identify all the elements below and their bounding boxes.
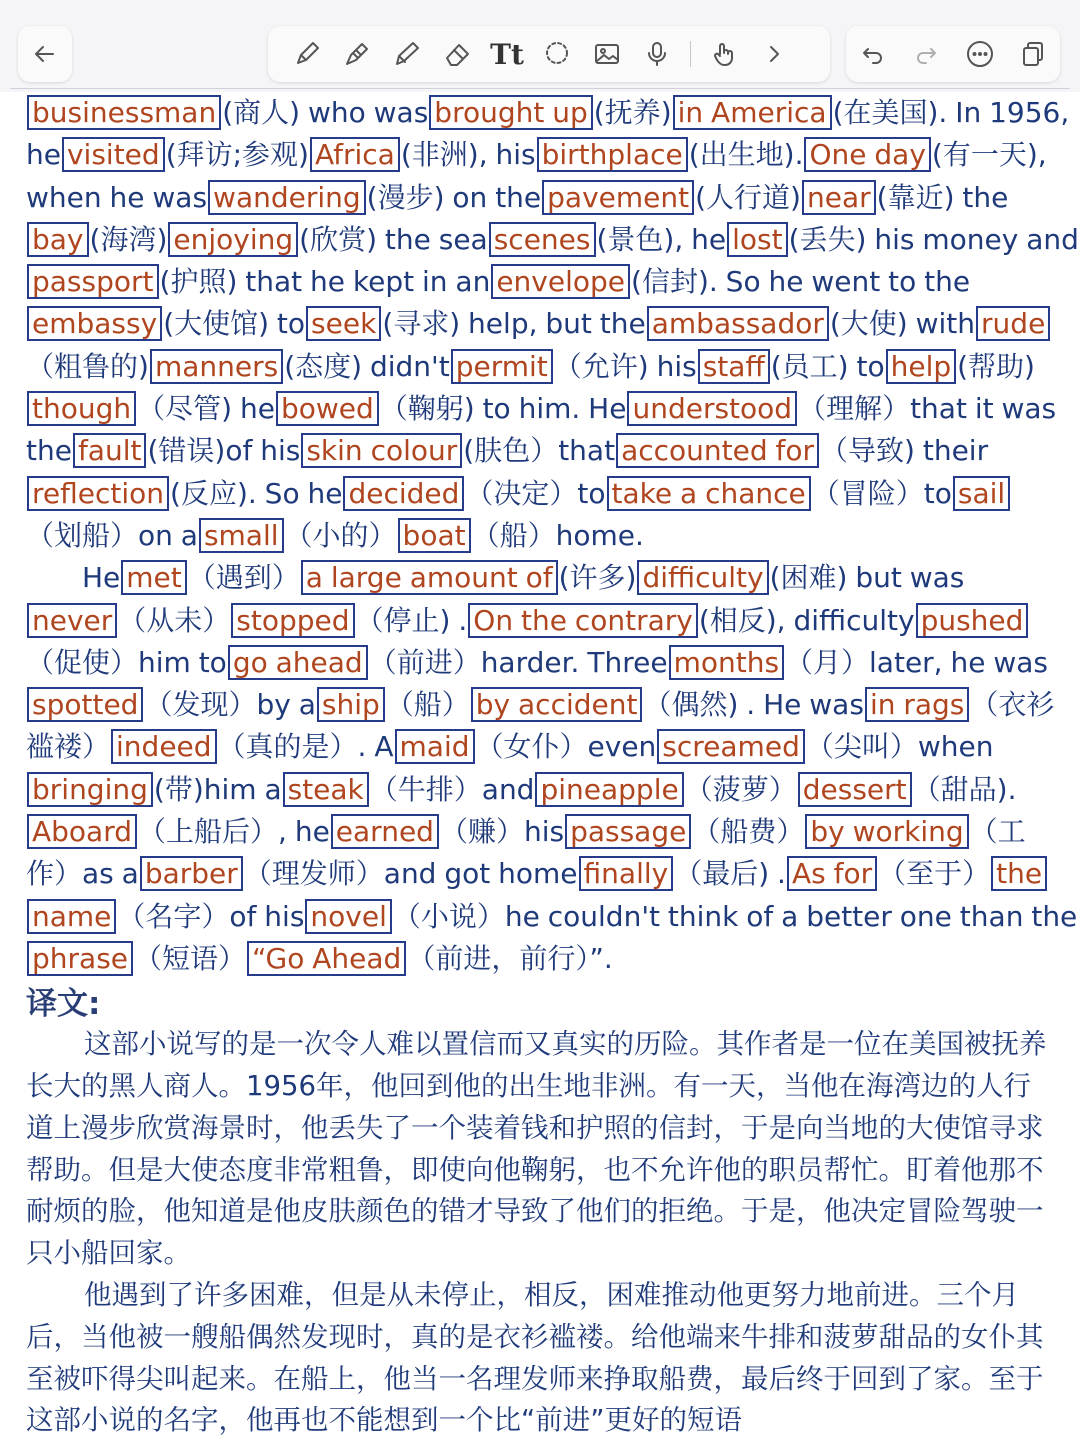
boxed-vocab-word: reflection [27, 476, 169, 511]
boxed-vocab-word: help [886, 349, 957, 384]
highlighter-tool[interactable] [336, 33, 378, 75]
passage-text: he [26, 138, 61, 172]
passage-line [26, 219, 1079, 261]
translation-paragraph: 这部小说写的是一次令人难以置信而又真实的历险。其作者是一位在美国被抚养长大的黑人商人。1956年，他回到他的出生地非洲。有一天，当他在海湾边的人行道上漫步欣赏海景时，他丢失了一个装着钱和护照的信封，于是向当地的大使馆寻求帮助。但是大使态度非常粗鲁，即使向他鞠躬，也不允许他的职员帮忙。盯着他那不耐烦的脸，他知道是他皮肤颜色的错才导致了他们的拒绝。于是，他决定冒险驾驶一只小船回家。 [26, 1028, 1047, 1270]
passage-line [26, 938, 1050, 980]
boxed-vocab-word: enjoying [168, 222, 298, 257]
passage-text: (人行道) [695, 180, 801, 214]
passage-text: （衣衫 [970, 688, 1055, 722]
passage-text: （船） [385, 688, 470, 722]
boxed-vocab-word: never [27, 603, 117, 638]
passage-line [26, 853, 1050, 895]
finger-tool[interactable] [703, 33, 745, 75]
boxed-vocab-word: rude [976, 306, 1050, 341]
boxed-vocab-word: spotted [27, 687, 143, 722]
pencil-icon [393, 40, 421, 68]
note-page[interactable] [26, 92, 1079, 1442]
text-tool[interactable] [486, 33, 528, 75]
boxed-vocab-word: businessman [27, 95, 221, 130]
passage-text: (帮助) [957, 349, 1035, 383]
passage-text: (欣赏) the sea [299, 222, 488, 256]
boxed-vocab-word: passport [27, 264, 159, 299]
pen-icon [293, 40, 321, 68]
passage-text: (大使) with [829, 307, 976, 341]
boxed-vocab-word: indeed [111, 729, 217, 764]
passage-text: (许多) [558, 561, 637, 595]
passage-text: （真的是）. A [217, 730, 394, 764]
passage-line [26, 388, 1057, 430]
passage-text: (商人) who was [222, 96, 429, 129]
passage-text: (抚养) [593, 96, 672, 129]
boxed-vocab-word: ambassador [647, 306, 829, 341]
boxed-vocab-word: novel [305, 899, 391, 934]
arrow-left-icon [31, 40, 59, 68]
passage-text: （决定）to [465, 476, 606, 510]
boxed-vocab-word: decided [343, 476, 464, 511]
passage-text: (海湾) [89, 222, 168, 256]
boxed-vocab-word: pineapple [535, 772, 683, 807]
undo-button[interactable] [852, 33, 894, 75]
passage-text: (有一天), [931, 138, 1047, 172]
passage-text: （发现）by a [144, 688, 316, 722]
page-edge [10, 88, 1070, 89]
passage-line [26, 684, 1055, 726]
tool-group [268, 26, 830, 82]
boxed-vocab-word: by accident [471, 687, 643, 722]
boxed-vocab-word: permit [451, 349, 553, 384]
passage-text: (护照) that he kept in an [159, 265, 491, 299]
chevron-right-icon [760, 40, 788, 68]
image-icon [593, 40, 621, 68]
more-tools-button[interactable] [753, 33, 795, 75]
boxed-vocab-word: stopped [231, 603, 354, 638]
passage-text: （导致) their [820, 434, 989, 468]
boxed-vocab-word: seek [306, 306, 381, 341]
eraser-tool[interactable] [436, 33, 478, 75]
passage-text: （尖叫）when [805, 730, 994, 764]
passage-line [26, 261, 1050, 303]
passage-text: (相反), difficulty [698, 603, 915, 637]
passage-text: （偶然) . He was [643, 688, 864, 722]
boxed-vocab-word: accounted for [616, 433, 819, 468]
boxed-vocab-word: envelope [491, 264, 630, 299]
passage-text: (寻求) help, but the [382, 307, 646, 341]
boxed-vocab-word: visited [62, 137, 165, 172]
passage-line [26, 726, 1050, 768]
mic-tool[interactable] [636, 33, 678, 75]
passage-text: （从未） [118, 603, 231, 637]
boxed-vocab-word: though [27, 391, 136, 426]
passage-line [26, 642, 1050, 684]
boxed-vocab-word: embassy [27, 306, 162, 341]
boxed-vocab-word: fault [73, 433, 147, 468]
passage-line [26, 92, 1070, 134]
passage-text: （理发师）and got home [243, 857, 578, 891]
boxed-vocab-word: screamed [657, 729, 805, 764]
passage-text: （牛排）and [369, 772, 535, 806]
passage-text: (出生地). [688, 138, 804, 172]
passage-text: （工 [969, 815, 1026, 849]
passage-line [26, 600, 1050, 642]
boxed-vocab-word: ship [317, 687, 385, 722]
passage-text: （最后) . [674, 857, 786, 891]
translation-title: 译文: [26, 986, 101, 1023]
passage-text: (在美国). In 1956, [832, 96, 1070, 129]
boxed-vocab-word: “Go Ahead [247, 941, 406, 976]
boxed-vocab-word: bay [27, 222, 89, 257]
boxed-vocab-word: scenes [489, 222, 596, 257]
passage-text: （甜品). [912, 772, 1017, 806]
boxed-vocab-word: skin colour [301, 433, 462, 468]
passage-text: （小的） [284, 518, 397, 552]
passage-line [26, 134, 1050, 176]
passage-text: when he was [26, 180, 208, 214]
passage-line [26, 430, 1050, 472]
boxed-vocab-word: lost [727, 222, 787, 257]
boxed-vocab-word: met [121, 560, 186, 595]
more-icon [966, 40, 994, 68]
passage-text: (信封). So he went to the [631, 265, 971, 299]
toolbar-divider [690, 41, 691, 67]
boxed-vocab-word: steak [283, 772, 369, 807]
passage-text: (员工) to [770, 349, 885, 383]
boxed-vocab-word: Africa [310, 137, 400, 172]
passage-line [26, 177, 1050, 219]
passage-line [26, 769, 1050, 811]
passage-line [26, 473, 1050, 515]
more-button[interactable] [959, 33, 1001, 75]
passage-text: (带)him a [153, 772, 282, 806]
boxed-vocab-word: barber [140, 856, 243, 891]
boxed-vocab-word: passage [565, 814, 691, 849]
passage-text: （理解）that it was [798, 392, 1057, 426]
boxed-vocab-word: dessert [798, 772, 912, 807]
passage-line [26, 811, 1050, 853]
passage-text: He [82, 561, 121, 595]
passage-text: (肤色）that [463, 434, 616, 468]
boxed-vocab-word: take a chance [607, 476, 811, 511]
boxed-vocab-word: understood [627, 391, 797, 426]
boxed-vocab-word: pavement [542, 180, 694, 215]
passage-text: （划船）on a [26, 518, 198, 552]
pages-button[interactable] [1012, 33, 1054, 75]
passage-text: (丢失) his money and [788, 222, 1079, 256]
passage-line [26, 346, 1050, 388]
passage-text: （短语） [134, 941, 247, 975]
passage-text: （菠萝） [684, 772, 797, 806]
passage-text: （前进，前行）”. [407, 941, 613, 975]
passage-text: （赚）his [439, 815, 565, 849]
boxed-vocab-word: manners [150, 349, 283, 384]
hand-pointer-icon [710, 40, 738, 68]
boxed-vocab-word: sail [953, 476, 1010, 511]
pencil-tool[interactable] [386, 33, 428, 75]
passage-line [26, 896, 1078, 938]
redo-button[interactable] [905, 33, 947, 75]
passage-text: (态度) didn't [284, 349, 450, 383]
boxed-vocab-word: pushed [916, 603, 1029, 638]
toolbar [0, 0, 1080, 92]
passage-text: （至于） [878, 857, 991, 891]
passage-text: （鞠躬) to him. He [379, 392, 627, 426]
passage-text: （小说）he couldn't think of a better one than the [392, 899, 1078, 933]
boxed-vocab-word: boat [398, 518, 471, 553]
passage-text: （促使）him to [26, 645, 227, 679]
passage-text: （尽管) he [137, 392, 275, 426]
passage-text: (景色), he [596, 222, 727, 256]
passage-text: (漫步) on the [366, 180, 542, 214]
translation-paragraph: 他遇到了许多困难，但是从未停止，相反，困难推动他更努力地前进。三个月后，当他被一艘船偶然发现时，真的是衣衫褴褛。给他端来牛排和菠萝甜品的女仆其至被吓得尖叫起来。在船上，他当一名理发师来挣取船费，最后终于回到了家。至于这部小说的名字，他再也不能想到一个比“前进”更好的短语 [26, 1279, 1044, 1437]
passage-text: （船费） [692, 815, 805, 849]
boxed-vocab-word: One day [804, 137, 930, 172]
pages-icon [1019, 40, 1047, 68]
lasso-tool[interactable] [536, 33, 578, 75]
passage-text: （允许) his [553, 349, 697, 383]
back-group [18, 26, 72, 82]
boxed-vocab-word: bowed [276, 391, 379, 426]
passage-text: (困难) but was [769, 561, 965, 595]
passage-text: （前进）harder. Three [368, 645, 668, 679]
passage-text: (拜访;参观) [165, 138, 309, 172]
passage-text: (反应). So he [170, 476, 343, 510]
boxed-vocab-word: brought up [429, 95, 592, 130]
passage-text: 褴褛） [26, 730, 111, 764]
lasso-icon [543, 40, 571, 68]
boxed-vocab-word: bringing [27, 772, 153, 807]
undo-icon [859, 40, 887, 68]
boxed-vocab-word: near [802, 180, 876, 215]
boxed-vocab-word: small [199, 518, 284, 553]
passage-text: (靠近) the [876, 180, 1009, 214]
boxed-vocab-word: months [669, 645, 784, 680]
passage-text: （冒险）to [811, 476, 952, 510]
passage-text: （上船后）, he [138, 815, 330, 849]
passage-text: （船）home. [471, 518, 644, 552]
boxed-vocab-word: phrase [27, 941, 133, 976]
vocabulary-passage [26, 92, 1079, 980]
passage-line [26, 515, 1050, 557]
boxed-vocab-word: go ahead [228, 645, 368, 680]
passage-text: （月）later, he was [785, 645, 1049, 679]
boxed-vocab-word: name [27, 899, 116, 934]
passage-line [26, 303, 1050, 345]
eraser-icon [443, 40, 471, 68]
passage-text: （女仆）even [475, 730, 657, 764]
passage-line [26, 557, 1050, 599]
boxed-vocab-word: As for [787, 856, 877, 891]
passage-text: (大使馆) to [163, 307, 306, 341]
image-tool[interactable] [586, 33, 628, 75]
redo-icon [912, 40, 940, 68]
boxed-vocab-word: a large amount of [301, 560, 558, 595]
passage-text: the [26, 434, 72, 468]
passage-text: (非洲), his [400, 138, 536, 172]
pen-tool[interactable] [286, 33, 328, 75]
action-group [846, 26, 1060, 82]
back-button[interactable] [24, 33, 66, 75]
boxed-vocab-word: On the contrary [468, 603, 698, 638]
boxed-vocab-word: in rags [865, 687, 969, 722]
boxed-vocab-word: difficulty [637, 560, 768, 595]
passage-text: （名字）of his [117, 899, 305, 933]
passage-text: 作）as a [26, 857, 139, 891]
boxed-vocab-word: by working [805, 814, 968, 849]
mic-icon [643, 40, 671, 68]
passage-text: （停止) . [355, 603, 468, 637]
boxed-vocab-word: wandering [208, 180, 366, 215]
boxed-vocab-word: the [991, 856, 1047, 891]
boxed-vocab-word: birthplace [537, 137, 688, 172]
boxed-vocab-word: in America [673, 95, 832, 130]
passage-text: (错误)of his [147, 434, 301, 468]
boxed-vocab-word: Aboard [27, 814, 137, 849]
passage-text: （遇到） [187, 561, 300, 595]
boxed-vocab-word: finally [579, 856, 674, 891]
boxed-vocab-word: maid [395, 729, 475, 764]
boxed-vocab-word: earned [331, 814, 439, 849]
text-tool-label: Tt [490, 37, 524, 71]
highlighter-icon [343, 40, 371, 68]
boxed-vocab-word: staff [698, 349, 770, 384]
passage-text: （粗鲁的) [26, 349, 149, 383]
